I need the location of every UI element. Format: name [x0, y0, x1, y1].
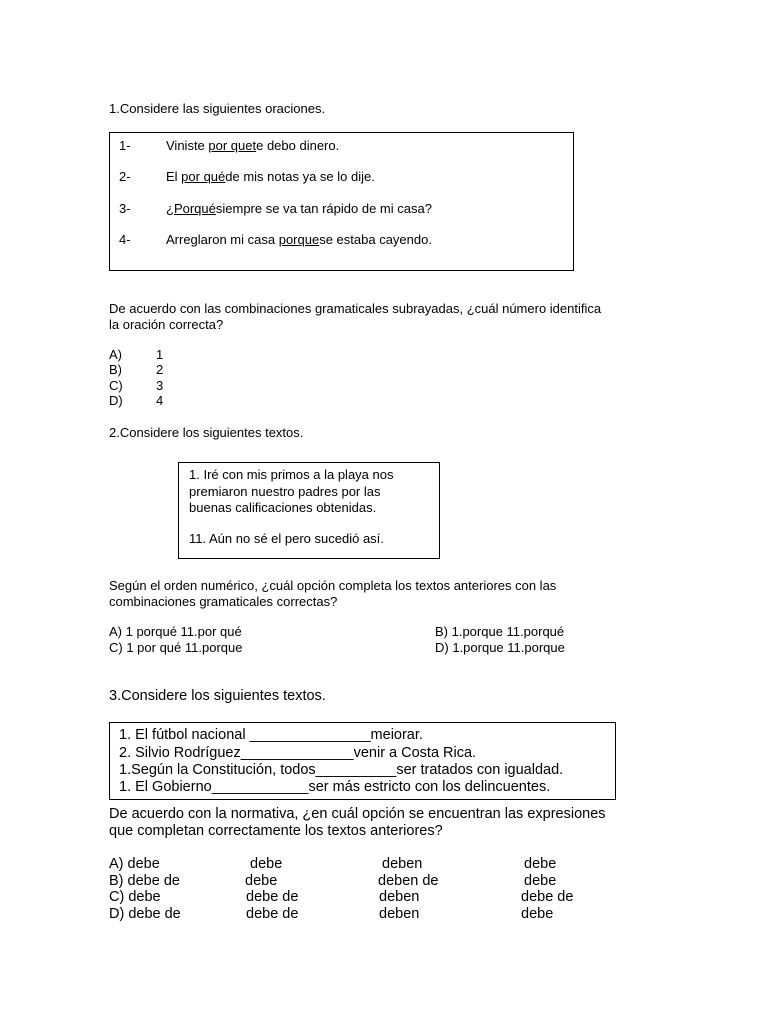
- q3-box-line: 1.Según la Constitución, todos__________ser tratados con igualdad.: [119, 762, 564, 778]
- q2-option-d: D) 1.porque 11.porque: [435, 640, 565, 655]
- q1-sentence-num: 4-: [119, 232, 131, 247]
- q1-option-value: 1: [156, 347, 164, 362]
- q1-option-letter: C): [109, 378, 123, 393]
- q3-option-col4: debe: [521, 906, 554, 922]
- q3-option-col3: deben: [382, 856, 423, 872]
- q1-sentence-num: 3-: [119, 201, 131, 216]
- q2-option-b: B) 1.porque 11.porqué: [435, 624, 565, 639]
- q1-heading: 1.Considere las siguientes oraciones.: [109, 101, 326, 116]
- q3-heading: 3.Considere los siguientes textos.: [109, 688, 326, 704]
- q3-option-col1: B) debe de: [109, 873, 180, 889]
- q3-option-col2: debe de: [246, 906, 299, 922]
- q1-option-letter: B): [109, 362, 122, 377]
- q2-box-line: 11. Aún no sé el pero sucedió así.: [189, 531, 384, 546]
- q2-prompt-line2: combinaciones gramaticales correctas?: [109, 594, 338, 609]
- q2-option-c: C) 1 por qué 11.porque: [109, 640, 243, 655]
- q3-option-col4: debe: [524, 856, 557, 872]
- q3-option-col1: D) debe de: [109, 906, 181, 922]
- q2-box-line: buenas calificaciones obtenidas.: [189, 500, 377, 515]
- q3-box-line: 1. El fútbol nacional _______________meiorar.: [119, 727, 423, 743]
- q1-prompt-line1: De acuerdo con las combinaciones gramaticales subrayadas, ¿cuál número identifica: [109, 301, 602, 316]
- q1-option-letter: D): [109, 393, 123, 408]
- q2-heading: 2.Considere los siguientes textos.: [109, 425, 304, 440]
- q3-prompt-line1: De acuerdo con la normativa, ¿en cuál opción se encuentran las expresiones: [109, 806, 606, 822]
- q2-box-line: premiaron nuestro padres por las: [189, 484, 381, 499]
- q2-box-line: 1. Iré con mis primos a la playa nos: [189, 467, 394, 482]
- q1-option-value: 3: [156, 378, 164, 393]
- q1-option-value: 4: [156, 393, 164, 408]
- q1-sentence-num: 2-: [119, 169, 131, 184]
- q3-option-col2: debe de: [246, 889, 299, 905]
- q3-option-col3: deben de: [378, 873, 439, 889]
- q3-option-col3: deben: [379, 889, 420, 905]
- q3-option-col4: debe de: [521, 889, 574, 905]
- q1-option-letter: A): [109, 347, 122, 362]
- q2-prompt-line1: Según el orden numérico, ¿cuál opción completa los textos anteriores con las: [109, 578, 557, 593]
- q3-option-col1: A) debe: [109, 856, 160, 872]
- q2-option-a: A) 1 porqué 11.por qué: [109, 624, 242, 639]
- q3-option-col2: debe: [250, 856, 283, 872]
- q3-option-col2: debe: [245, 873, 278, 889]
- q3-box-line: 2. Silvio Rodríguez______________venir a Costa Rica.: [119, 745, 477, 761]
- q3-option-col3: deben: [379, 906, 420, 922]
- q3-prompt-line2: que completan correctamente los textos anteriores?: [109, 823, 443, 839]
- q1-sentence: Viniste por quete debo dinero.: [166, 138, 340, 153]
- q3-option-col1: C) debe: [109, 889, 161, 905]
- q1-option-value: 2: [156, 362, 164, 377]
- q3-option-col4: debe: [524, 873, 557, 889]
- q1-sentence: ¿Porquésiempre se va tan rápido de mi casa?: [166, 201, 432, 216]
- q1-sentence-num: 1-: [119, 138, 131, 153]
- q1-sentence: El por quéde mis notas ya se lo dije.: [166, 169, 375, 184]
- q3-box-line: 1. El Gobierno____________ser más estricto con los delincuentes.: [119, 779, 551, 795]
- q1-sentence: Arreglaron mi casa porquese estaba cayendo.: [166, 232, 432, 247]
- q1-prompt-line2: la oración correcta?: [109, 317, 224, 332]
